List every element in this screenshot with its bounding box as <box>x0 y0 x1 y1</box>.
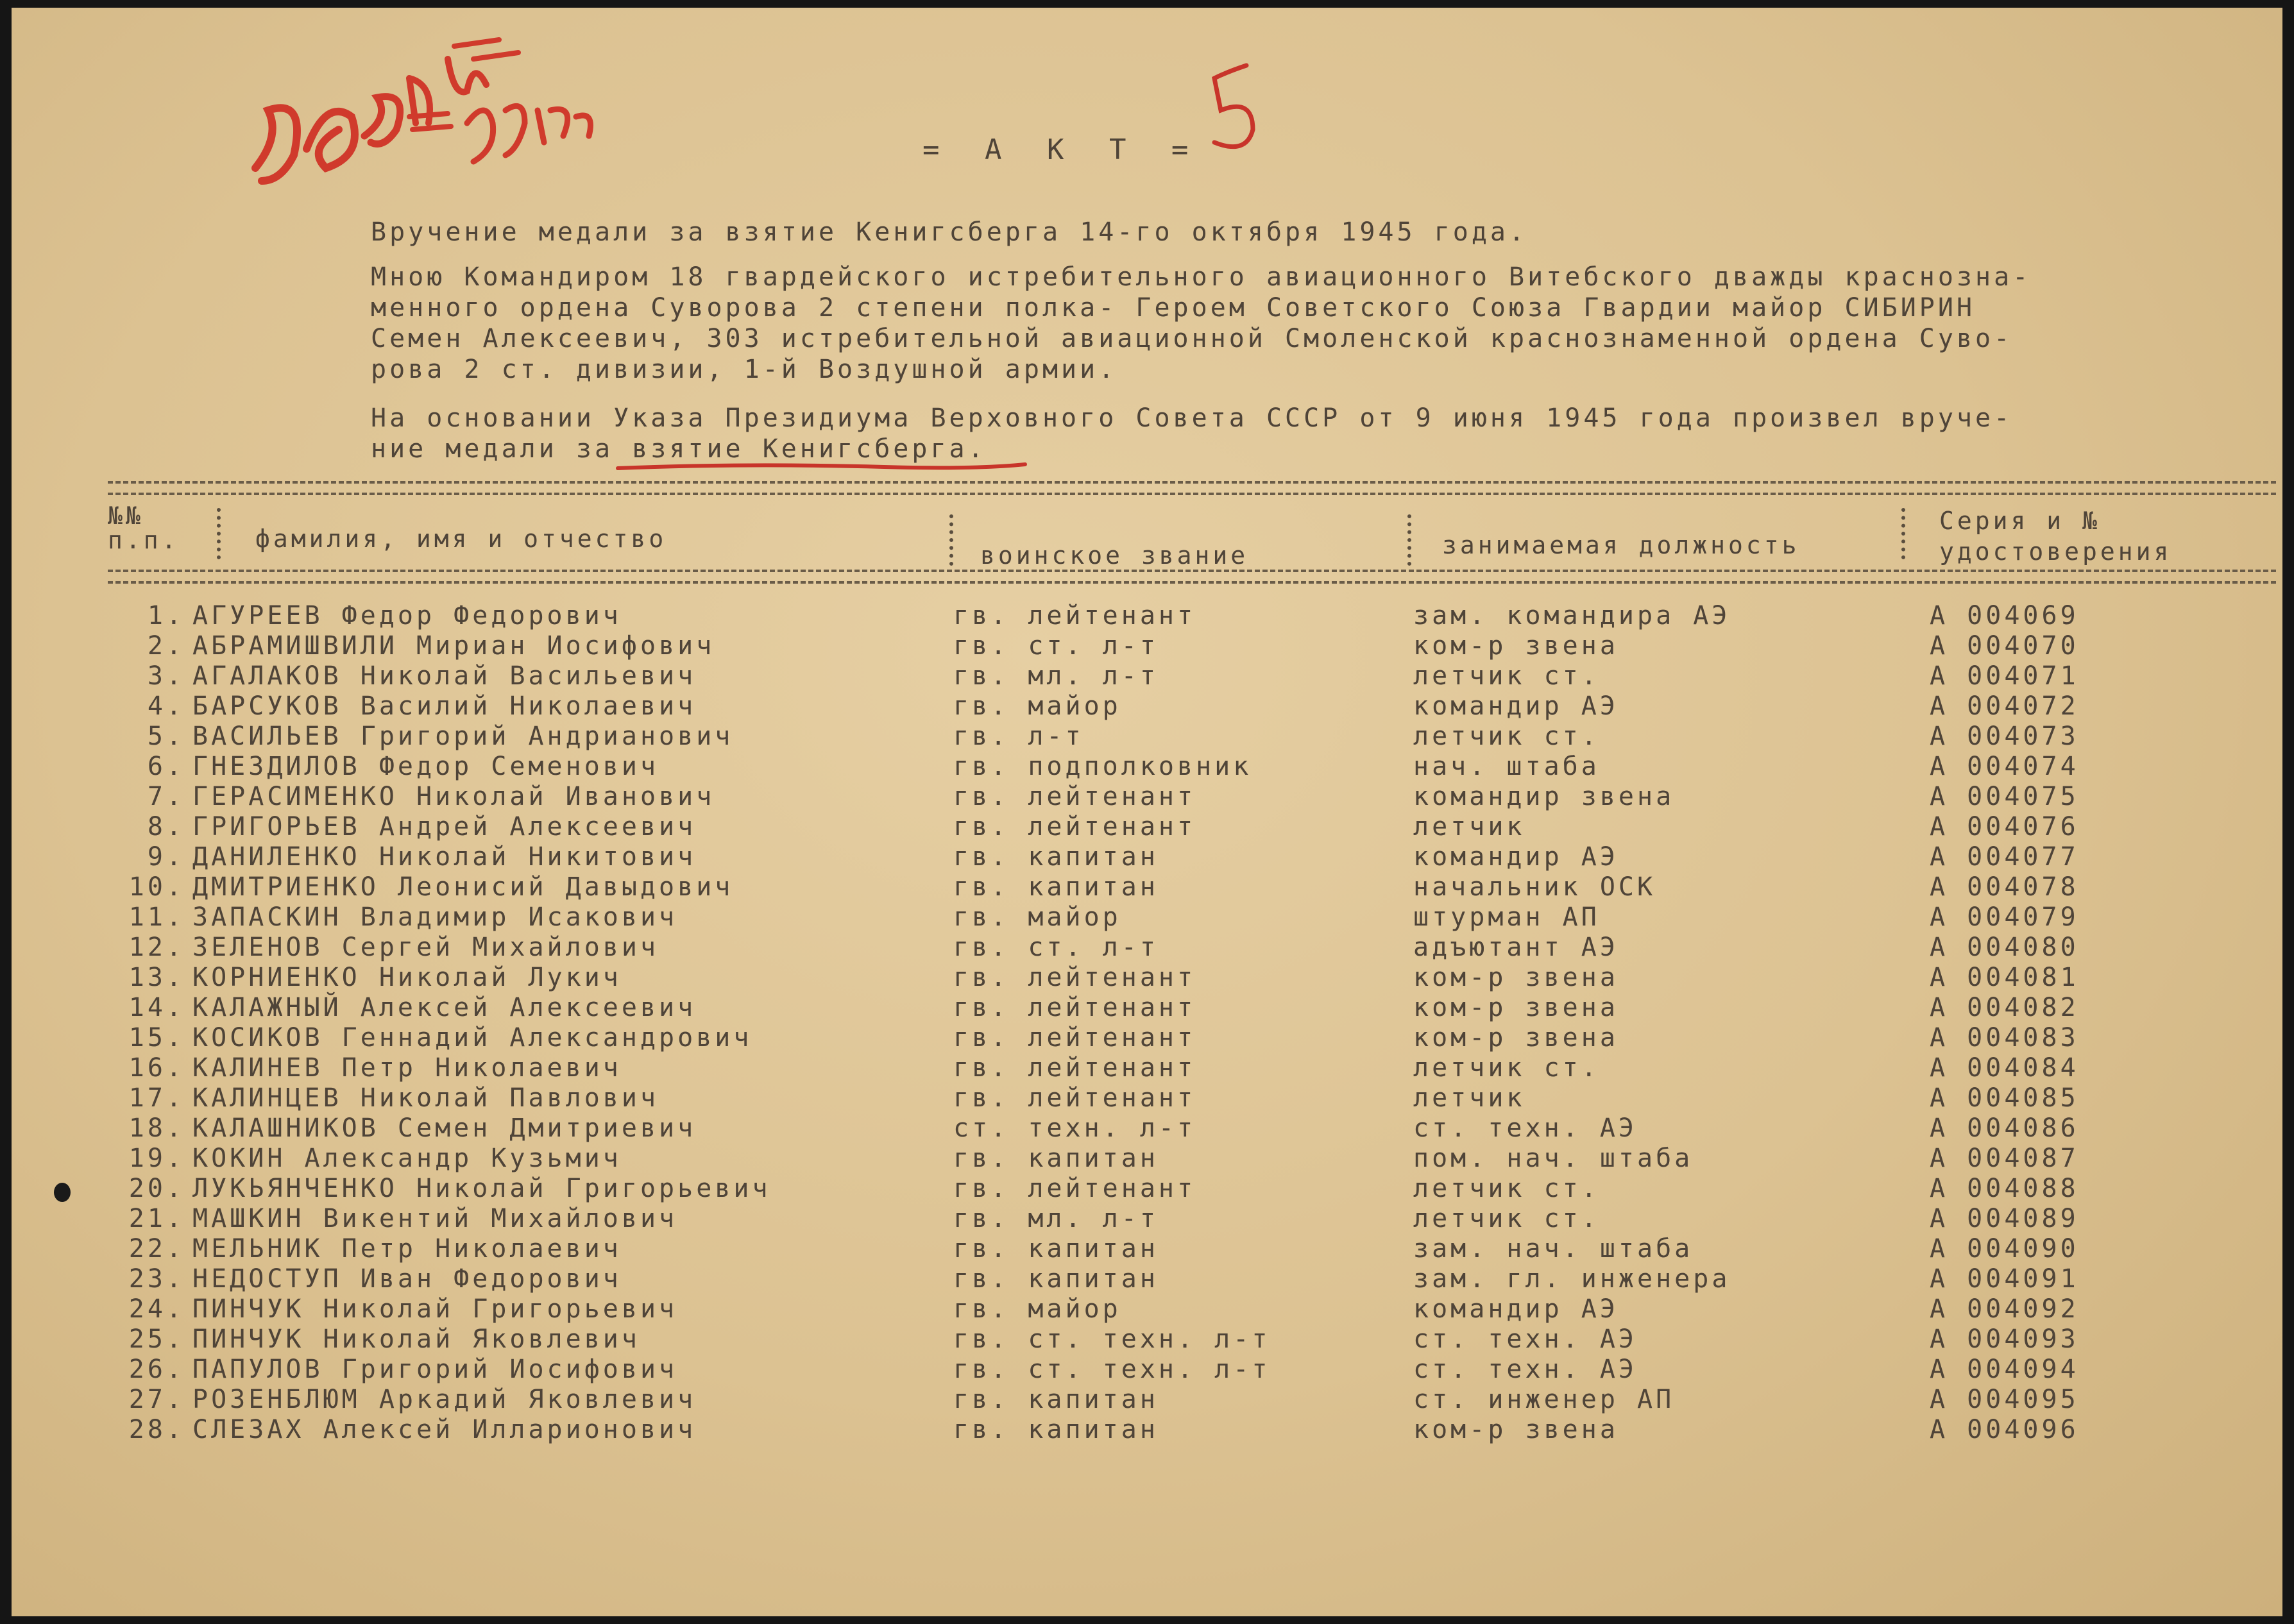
row-name: ГНЕЗДИЛОВ Федор Семенович <box>192 752 659 781</box>
row-rank: гв. капитан <box>953 1144 1159 1173</box>
table-row <box>12 1324 2282 1355</box>
row-position: зам. нач. штаба <box>1413 1234 1694 1264</box>
header-name: фамилия, имя и отчество <box>255 525 667 553</box>
row-position: зам. командира АЭ <box>1413 601 1731 630</box>
row-number: 7. <box>147 782 185 811</box>
row-certificate: А 004087 <box>1930 1144 2079 1173</box>
table-row <box>12 993 2282 1024</box>
table-row <box>12 782 2282 813</box>
row-number: 11. <box>128 902 185 932</box>
row-certificate: А 004086 <box>1930 1113 2079 1143</box>
row-position: ком-р звена <box>1413 993 1619 1022</box>
row-rank: гв. ст. техн. л-т <box>953 1355 1271 1384</box>
document-line-7: ние медали за взятие Кенигсберга. <box>371 434 987 464</box>
row-rank: гв. лейтенант <box>953 993 1196 1022</box>
table-rule-bottom <box>108 570 2276 584</box>
document-line-1: Вручение медали за взятие Кенигсберга 14-го октября 1945 года. <box>371 217 1528 247</box>
table-row <box>12 661 2282 692</box>
row-name: ДАНИЛЕНКО Николай Никитович <box>192 842 697 872</box>
row-certificate: А 004074 <box>1930 752 2079 781</box>
row-rank: гв. капитан <box>953 842 1159 872</box>
table-row <box>12 812 2282 843</box>
row-position: ст. техн. АЭ <box>1413 1113 1637 1143</box>
row-name: КАЛАЖНЫЙ Алексей Алексеевич <box>192 993 697 1022</box>
row-certificate: А 004083 <box>1930 1023 2079 1053</box>
header-separator-2 <box>949 514 953 566</box>
row-certificate: А 004070 <box>1930 631 2079 661</box>
table-row <box>12 1174 2282 1205</box>
table-row <box>12 1264 2282 1295</box>
row-name: АБРАМИШВИЛИ Мириан Иосифович <box>192 631 715 661</box>
red-underline <box>615 457 1032 476</box>
row-certificate: А 004093 <box>1930 1324 2079 1354</box>
row-number: 22. <box>128 1234 185 1264</box>
row-rank: гв. капитан <box>953 1264 1159 1294</box>
table-row <box>12 1234 2282 1265</box>
table-row <box>12 1023 2282 1054</box>
table-rule-top <box>108 481 2276 495</box>
row-rank: гв. капитан <box>953 1415 1159 1444</box>
row-name: СЛЕЗАХ Алексей Илларионович <box>192 1415 697 1444</box>
table-row <box>12 1355 2282 1385</box>
row-position: ком-р звена <box>1413 963 1619 992</box>
row-name: ВАСИЛЬЕВ Григорий Андрианович <box>192 722 734 751</box>
row-certificate: А 004077 <box>1930 842 2079 872</box>
row-position: начальник ОСК <box>1413 872 1656 902</box>
row-position: зам. гл. инженера <box>1413 1264 1731 1294</box>
row-certificate: А 004091 <box>1930 1264 2079 1294</box>
row-certificate: А 004079 <box>1930 902 2079 932</box>
row-position: ст. техн. АЭ <box>1413 1355 1637 1384</box>
header-separator-3 <box>1407 514 1411 566</box>
row-position: ком-р звена <box>1413 1023 1619 1053</box>
row-position: летчик ст. <box>1413 1174 1600 1203</box>
row-number: 1. <box>147 601 185 630</box>
row-rank: гв. лейтенант <box>953 601 1196 630</box>
row-number: 28. <box>128 1415 185 1444</box>
document-line-6: На основании Указа Президиума Верховного Совета СССР от 9 июня 1945 года произвел вруче- <box>371 403 2013 433</box>
row-certificate: А 004094 <box>1930 1355 2079 1384</box>
row-position: пом. нач. штаба <box>1413 1144 1694 1173</box>
row-certificate: А 004096 <box>1930 1415 2079 1444</box>
table-row <box>12 601 2282 632</box>
punch-hole <box>54 1183 71 1202</box>
row-rank: гв. лейтенант <box>953 1083 1196 1113</box>
table-row <box>12 963 2282 994</box>
row-rank: гв. капитан <box>953 872 1159 902</box>
row-position: летчик ст. <box>1413 1204 1600 1233</box>
row-name: ЛУКЬЯНЧЕНКО Николай Григорьевич <box>192 1174 771 1203</box>
header-position: занимаемая должность <box>1442 531 1800 559</box>
row-position: ст. инженер АП <box>1413 1385 1675 1414</box>
row-position: командир АЭ <box>1413 691 1619 721</box>
table-row <box>12 722 2282 752</box>
row-certificate: А 004088 <box>1930 1174 2079 1203</box>
table-row <box>12 872 2282 903</box>
row-rank: ст. техн. л-т <box>953 1113 1196 1143</box>
row-name: ДМИТРИЕНКО Леонисий Давыдович <box>192 872 734 902</box>
header-cert-top: Серия и № <box>1939 507 2100 535</box>
row-position: ком-р звена <box>1413 631 1619 661</box>
row-certificate: А 004069 <box>1930 601 2079 630</box>
table-row <box>12 1415 2282 1446</box>
row-name: ПИНЧУК Николай Яковлевич <box>192 1324 640 1354</box>
row-position: летчик ст. <box>1413 722 1600 751</box>
row-rank: гв. мл. л-т <box>953 661 1159 691</box>
header-separator-1 <box>217 508 221 559</box>
row-name: КАЛАШНИКОВ Семен Дмитриевич <box>192 1113 697 1143</box>
row-number: 17. <box>128 1083 185 1113</box>
row-certificate: А 004090 <box>1930 1234 2079 1264</box>
row-number: 12. <box>128 933 185 962</box>
row-number: 5. <box>147 722 185 751</box>
row-name: КОСИКОВ Геннадий Александрович <box>192 1023 752 1053</box>
row-position: штурман АП <box>1413 902 1600 932</box>
row-name: АГУРЕЕВ Федор Федорович <box>192 601 622 630</box>
row-number: 9. <box>147 842 185 872</box>
row-number: 27. <box>128 1385 185 1414</box>
row-certificate: А 004075 <box>1930 782 2079 811</box>
table-row <box>12 1144 2282 1174</box>
row-rank: гв. лейтенант <box>953 963 1196 992</box>
row-certificate: А 004081 <box>1930 963 2079 992</box>
row-position: нач. штаба <box>1413 752 1600 781</box>
row-position: командир АЭ <box>1413 1294 1619 1324</box>
row-name: РОЗЕНБЛЮМ Аркадий Яковлевич <box>192 1385 697 1414</box>
row-number: 14. <box>128 993 185 1022</box>
row-certificate: А 004076 <box>1930 812 2079 842</box>
row-position: командир звена <box>1413 782 1675 811</box>
row-certificate: А 004085 <box>1930 1083 2079 1113</box>
header-rank: воинское звание <box>980 541 1249 570</box>
document-sheet <box>12 8 2282 1616</box>
row-name: БАРСУКОВ Василий Николаевич <box>192 691 697 721</box>
table-row <box>12 1053 2282 1084</box>
row-position: командир АЭ <box>1413 842 1619 872</box>
row-certificate: А 004084 <box>1930 1053 2079 1083</box>
row-rank: гв. л-т <box>953 722 1084 751</box>
row-rank: гв. лейтенант <box>953 1053 1196 1083</box>
header-separator-4 <box>1901 508 1905 559</box>
row-number: 3. <box>147 661 185 691</box>
row-certificate: А 004071 <box>1930 661 2079 691</box>
document-title: = А К Т = <box>922 133 1203 166</box>
row-position: летчик ст. <box>1413 1053 1600 1083</box>
row-rank: гв. лейтенант <box>953 1023 1196 1053</box>
row-number: 16. <box>128 1053 185 1083</box>
row-name: МАШКИН Викентий Михайлович <box>192 1204 678 1233</box>
row-certificate: А 004089 <box>1930 1204 2079 1233</box>
row-rank: гв. майор <box>953 902 1121 932</box>
table-row <box>12 902 2282 933</box>
row-number: 4. <box>147 691 185 721</box>
row-rank: гв. ст. л-т <box>953 933 1159 962</box>
row-rank: гв. лейтенант <box>953 1174 1196 1203</box>
table-row <box>12 1385 2282 1416</box>
row-name: КАЛИНЦЕВ Николай Павлович <box>192 1083 659 1113</box>
row-certificate: А 004078 <box>1930 872 2079 902</box>
row-name: КОКИН Александр Кузьмич <box>192 1144 622 1173</box>
row-rank: гв. лейтенант <box>953 782 1196 811</box>
table-row <box>12 933 2282 963</box>
row-rank: гв. капитан <box>953 1385 1159 1414</box>
row-name: НЕДОСТУП Иван Федорович <box>192 1264 622 1294</box>
row-name: ГЕРАСИМЕНКО Николай Иванович <box>192 782 715 811</box>
row-number: 20. <box>128 1174 185 1203</box>
row-certificate: А 004080 <box>1930 933 2079 962</box>
table-row <box>12 631 2282 662</box>
row-rank: гв. майор <box>953 1294 1121 1324</box>
row-position: летчик <box>1413 812 1525 842</box>
document-line-4: Семен Алексеевич, 303 истребительной авиационной Смоленской краснознаменной ордена Суво- <box>371 324 2013 353</box>
row-name: КОРНИЕНКО Николай Лукич <box>192 963 622 992</box>
row-name: ГРИГОРЬЕВ Андрей Алексеевич <box>192 812 697 842</box>
row-number: 10. <box>128 872 185 902</box>
header-num-top: №№ <box>108 502 144 530</box>
row-rank: гв. ст. л-т <box>953 631 1159 661</box>
header-cert-bottom: удостоверения <box>1939 537 2172 566</box>
table-row <box>12 1113 2282 1144</box>
row-name: ЗАПАСКИН Владимир Исакович <box>192 902 678 932</box>
row-certificate: А 004082 <box>1930 993 2079 1022</box>
row-name: ПАПУЛОВ Григорий Иосифович <box>192 1355 678 1384</box>
row-rank: гв. мл. л-т <box>953 1204 1159 1233</box>
row-certificate: А 004072 <box>1930 691 2079 721</box>
row-number: 6. <box>147 752 185 781</box>
row-rank: гв. капитан <box>953 1234 1159 1264</box>
document-line-5: рова 2 ст. дивизии, 1-й Воздушной армии. <box>371 355 1117 384</box>
row-number: 19. <box>128 1144 185 1173</box>
row-number: 18. <box>128 1113 185 1143</box>
table-row <box>12 1204 2282 1235</box>
table-row <box>12 1083 2282 1114</box>
row-number: 2. <box>147 631 185 661</box>
document-line-3: менного ордена Суворова 2 степени полка- Героем Советского Союза Гвардии майор СИБИРИН <box>371 293 1976 323</box>
row-certificate: А 004073 <box>1930 722 2079 751</box>
row-certificate: А 004095 <box>1930 1385 2079 1414</box>
header-num-bottom: п.п. <box>108 526 180 554</box>
table-row <box>12 842 2282 873</box>
row-rank: гв. майор <box>953 691 1121 721</box>
row-position: летчик ст. <box>1413 661 1600 691</box>
row-number: 15. <box>128 1023 185 1053</box>
row-position: ком-р звена <box>1413 1415 1619 1444</box>
row-position: летчик <box>1413 1083 1525 1113</box>
row-name: ЗЕЛЕНОВ Сергей Михайлович <box>192 933 659 962</box>
row-certificate: А 004092 <box>1930 1294 2079 1324</box>
row-number: 23. <box>128 1264 185 1294</box>
row-name: МЕЛЬНИК Петр Николаевич <box>192 1234 622 1264</box>
row-position: ст. техн. АЭ <box>1413 1324 1637 1354</box>
handwritten-act-number <box>1195 59 1272 162</box>
document-line-2: Мною Командиром 18 гвардейского истребительного авиационного Витебского дважды краснозна- <box>371 262 2032 292</box>
table-row <box>12 752 2282 782</box>
row-number: 24. <box>128 1294 185 1324</box>
row-position: адъютант АЭ <box>1413 933 1619 962</box>
row-rank: гв. ст. техн. л-т <box>953 1324 1271 1354</box>
row-rank: гв. лейтенант <box>953 812 1196 842</box>
row-name: АГАЛАКОВ Николай Васильевич <box>192 661 697 691</box>
table-row <box>12 1294 2282 1325</box>
row-rank: гв. подполковник <box>953 752 1252 781</box>
row-number: 25. <box>128 1324 185 1354</box>
table-row <box>12 691 2282 722</box>
row-name: ПИНЧУК Николай Григорьевич <box>192 1294 678 1324</box>
row-number: 21. <box>128 1204 185 1233</box>
row-number: 26. <box>128 1355 185 1384</box>
row-number: 8. <box>147 812 185 842</box>
row-number: 13. <box>128 963 185 992</box>
handwritten-archive-annotation <box>242 21 627 251</box>
row-name: КАЛИНЕВ Петр Николаевич <box>192 1053 622 1083</box>
